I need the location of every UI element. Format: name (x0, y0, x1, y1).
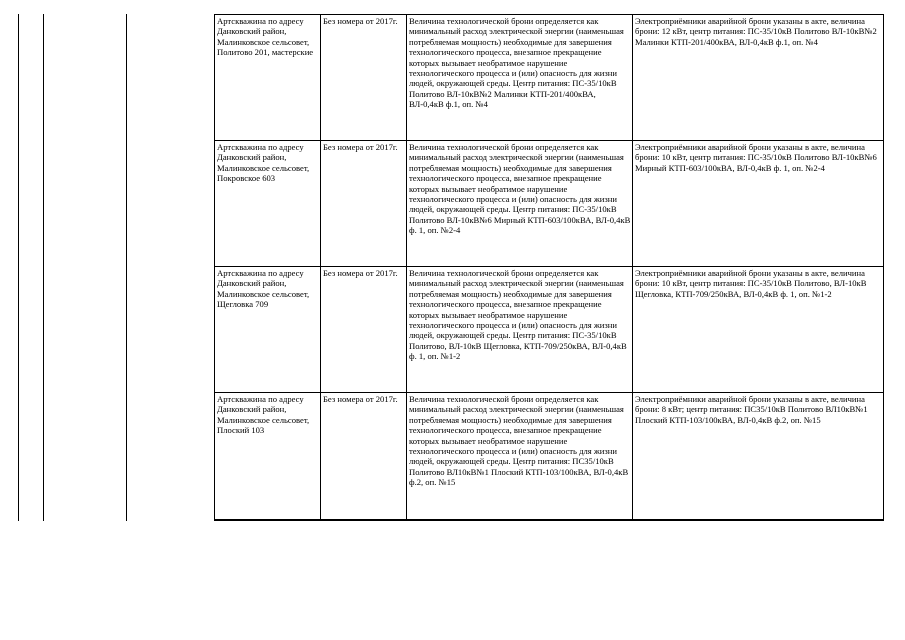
table-row (215, 393, 883, 519)
object-cell: Артскважина по адресу Данковский район, Малинковское сельсовет, Политово 201, мастерские (215, 15, 321, 140)
object-cell: Артскважина по адресу Данковский район, Малинковское сельсовет, Плоский 103 (215, 393, 321, 519)
reserve-table (214, 14, 884, 521)
justification-cell: Величина технологической брони определяется как минимальный расход электрической энергии (наименьшая потребляемая мощность) необходимые для завершения технологического процесса, внезапное прекращение которых вызывает необратимое нарушение технологического процесса и (или) опасность для жизни людей, окружающей среды. Центр питания: ПС-35/10кВ Политово ВЛ-10кВ№6 Мирный КТП-603/100кВА, ВЛ-0,4кВ ф. 1, оп. №2-4 (407, 141, 633, 266)
column-rule-3 (126, 14, 127, 521)
receivers-cell: Электроприёмники аварийной брони указаны в акте, величина брони: 10 кВт, центр питания: ПС-35/10кВ Политово ВЛ-10кВ№6 Мирный КТП-603/100кВА, ВЛ-0,4кВ ф. 1, оп. №2-4 (635, 142, 877, 173)
act-cell: Без номера от 2017г. (321, 141, 407, 266)
receivers-cell: Электроприёмники аварийной брони указаны в акте, величина брони: 10 кВт, центр питания: ПС-35/10кВ Политово, ВЛ-10кВ Щегловка, КТП-709/250кВА, ВЛ-0,4кВ ф. 1, оп. №1-2 (635, 268, 867, 299)
receivers-cell: Электроприёмники аварийной брони указаны в акте, величина брони: 12 кВт, центр питания: ПС-35/10кВ Политово ВЛ-10кВ№2 Малинки КТП-201/400кВА, ВЛ-0,4кВ ф.1, оп. №4 (635, 16, 877, 47)
act-cell: Без номера от 2017г. (321, 393, 407, 519)
table-row (215, 141, 883, 267)
act-cell: Без номера от 2017г. (321, 15, 407, 140)
justification-cell: Величина технологической брони определяется как минимальный расход электрической энергии (наименьшая потребляемая мощность) необходимые для завершения технологического процесса, внезапное прекращение которых вызывает необратимое нарушение технологического процесса и (или) опасность для жизни людей, окружающей среды. Центр питания: ПС35/10кВ Политово ВЛ10кВ№1 Плоский КТП-103/100кВА, ВЛ-0,4кВ ф.2, оп. №15 (407, 393, 633, 519)
column-rule-2 (43, 14, 44, 521)
column-rule-1 (18, 14, 19, 521)
receivers-cell: Электроприёмники аварийной брони указаны в акте, величина брони: 8 кВт; центр питания: ПС35/10кВ Политово ВЛ10кВ№1 Плоский КТП-103/100кВА, ВЛ-0,4кВ ф.2, оп. №15 (635, 394, 868, 425)
justification-cell: Величина технологической брони определяется как минимальный расход электрической энергии (наименьшая потребляемая мощность) необходимые для завершения технологического процесса, внезапное прекращение которых вызывает необратимое нарушение технологического процесса и (или) опасность для жизни людей, окружающей среды. Центр питания: ПС-35/10кВ Политово ВЛ-10кВ№2 Малинки КТП-201/400кВА, ВЛ-0,4кВ ф.1, оп. №4 (407, 15, 633, 140)
table-row (215, 267, 883, 393)
justification-cell: Величина технологической брони определяется как минимальный расход электрической энергии (наименьшая потребляемая мощность) необходимые для завершения технологического процесса, внезапное прекращение которых вызывает необратимое нарушение технологического процесса и (или) опасность для жизни людей, окружающей среды. Центр питания: ПС-35/10кВ Политово, ВЛ-10кВ Щегловка, КТП-709/250кВА, ВЛ-0,4кВ ф. 1, оп. №1-2 (407, 267, 633, 392)
table-row (215, 15, 883, 141)
object-cell: Артскважина по адресу Данковский район, Малинковское сельсовет, Щегловка 709 (215, 267, 321, 392)
object-cell: Артскважина по адресу Данковский район, Малинковское сельсовет, Покровское 603 (215, 141, 321, 266)
act-cell: Без номера от 2017г. (321, 267, 407, 392)
